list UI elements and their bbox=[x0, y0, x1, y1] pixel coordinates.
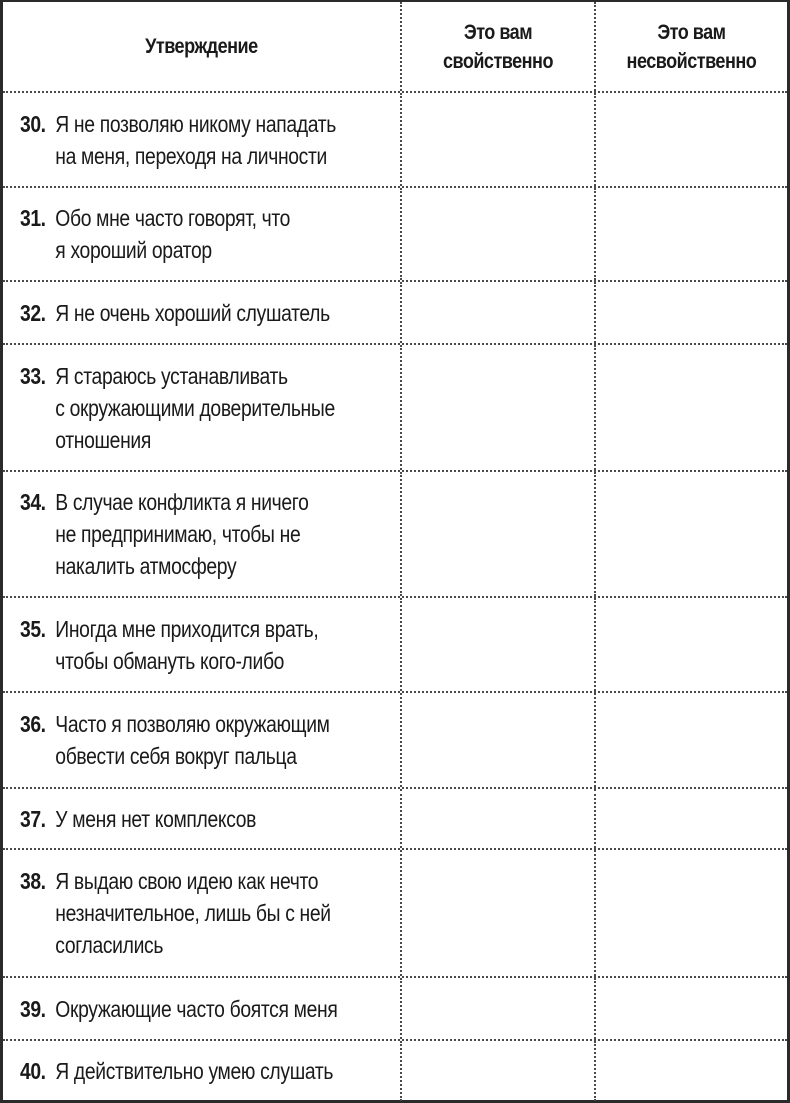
characteristic-answer-cell[interactable] bbox=[400, 1041, 594, 1101]
statement-text: накалить атмосферу bbox=[55, 553, 237, 579]
statement-number: 38. bbox=[20, 868, 46, 894]
table-row bbox=[3, 850, 787, 978]
statement-cell bbox=[3, 472, 400, 596]
statement-text: отношения bbox=[55, 426, 152, 453]
characteristic-answer-cell[interactable] bbox=[400, 789, 594, 848]
uncharacteristic-answer-cell[interactable] bbox=[594, 693, 787, 787]
statement-cell bbox=[3, 693, 400, 787]
statement-cell bbox=[3, 188, 400, 280]
statement-text: Я не позволяю никому нападать bbox=[55, 110, 336, 137]
characteristic-answer-cell[interactable] bbox=[400, 598, 594, 691]
statement-text: Я выдаю свою идею как нечто bbox=[55, 868, 319, 894]
statement-text: Я стараюсь устанавливать bbox=[55, 362, 288, 389]
statement-number: 37. bbox=[20, 805, 46, 832]
header-characteristic-line1: Это вам bbox=[463, 20, 533, 44]
statement-cell bbox=[3, 282, 400, 343]
statement-cell bbox=[3, 978, 400, 1039]
statement-number: 30. bbox=[20, 110, 46, 137]
statement-number: 34. bbox=[20, 489, 46, 515]
table-row bbox=[3, 693, 787, 789]
statement-text: я хороший оратор bbox=[55, 237, 212, 263]
table-row bbox=[3, 789, 787, 850]
uncharacteristic-answer-cell[interactable] bbox=[594, 1041, 787, 1101]
questionnaire-table bbox=[3, 2, 787, 1101]
statement-cell bbox=[3, 345, 400, 470]
table-row bbox=[3, 282, 787, 345]
table-row bbox=[3, 93, 787, 188]
statement-number: 39. bbox=[20, 995, 46, 1022]
statement-text: Обо мне часто говорят, что bbox=[55, 205, 291, 231]
statement-text: незначительное, лишь бы с ней bbox=[55, 900, 331, 926]
uncharacteristic-answer-cell[interactable] bbox=[594, 789, 787, 848]
statement-text: Иногда мне приходится врать, bbox=[55, 615, 319, 642]
header-characteristic-line2: свойственно bbox=[442, 49, 553, 73]
header-uncharacteristic bbox=[594, 2, 787, 91]
statement-number: 32. bbox=[20, 299, 46, 326]
table-row bbox=[3, 598, 787, 693]
statement-cell bbox=[3, 93, 400, 186]
uncharacteristic-answer-cell[interactable] bbox=[594, 472, 787, 596]
characteristic-answer-cell[interactable] bbox=[400, 93, 594, 186]
statement-text: В случае конфликта я ничего bbox=[55, 489, 309, 515]
statement-cell bbox=[3, 598, 400, 691]
table-row bbox=[3, 345, 787, 472]
uncharacteristic-answer-cell[interactable] bbox=[594, 850, 787, 976]
statement-text: с окружающими доверительные bbox=[55, 394, 335, 421]
uncharacteristic-answer-cell[interactable] bbox=[594, 345, 787, 470]
statement-text: У меня нет комплексов bbox=[55, 805, 257, 832]
statement-text: Часто я позволяю окружающим bbox=[55, 711, 330, 737]
characteristic-answer-cell[interactable] bbox=[400, 472, 594, 596]
statement-number: 35. bbox=[20, 615, 46, 642]
uncharacteristic-answer-cell[interactable] bbox=[594, 282, 787, 343]
statement-text: согласились bbox=[55, 932, 164, 958]
statement-cell bbox=[3, 789, 400, 848]
statement-text: Я действительно умею слушать bbox=[55, 1058, 334, 1084]
statement-cell bbox=[3, 1041, 400, 1101]
table-row bbox=[3, 978, 787, 1041]
statement-text: на меня, переходя на личности bbox=[55, 142, 327, 169]
uncharacteristic-answer-cell[interactable] bbox=[594, 598, 787, 691]
characteristic-answer-cell[interactable] bbox=[400, 978, 594, 1039]
statement-text: обвести себя вокруг пальца bbox=[55, 743, 297, 769]
characteristic-answer-cell[interactable] bbox=[400, 345, 594, 470]
statement-text: Окружающие часто боятся меня bbox=[55, 995, 338, 1022]
statement-number: 36. bbox=[20, 711, 46, 737]
table-row bbox=[3, 472, 787, 598]
table-row bbox=[3, 1041, 787, 1101]
statement-cell bbox=[3, 850, 400, 976]
characteristic-answer-cell[interactable] bbox=[400, 693, 594, 787]
uncharacteristic-answer-cell[interactable] bbox=[594, 93, 787, 186]
characteristic-answer-cell[interactable] bbox=[400, 188, 594, 280]
header-statement-label: Утверждение bbox=[145, 35, 258, 58]
uncharacteristic-answer-cell[interactable] bbox=[594, 188, 787, 280]
header-uncharacteristic-line1: Это вам bbox=[657, 20, 726, 44]
header-characteristic bbox=[400, 2, 594, 91]
uncharacteristic-answer-cell[interactable] bbox=[594, 978, 787, 1039]
header-statement bbox=[3, 2, 400, 91]
statement-text: не предпринимаю, чтобы не bbox=[55, 521, 301, 547]
statement-text: Я не очень хороший слушатель bbox=[55, 299, 330, 326]
header-row bbox=[3, 2, 787, 93]
statement-number: 33. bbox=[20, 362, 46, 389]
header-uncharacteristic-line2: несвойственно bbox=[626, 49, 757, 73]
table-row bbox=[3, 188, 787, 282]
characteristic-answer-cell[interactable] bbox=[400, 282, 594, 343]
statement-number: 31. bbox=[20, 205, 46, 231]
statement-text: чтобы обмануть кого-либо bbox=[55, 647, 285, 674]
characteristic-answer-cell[interactable] bbox=[400, 850, 594, 976]
statement-number: 40. bbox=[20, 1058, 46, 1084]
